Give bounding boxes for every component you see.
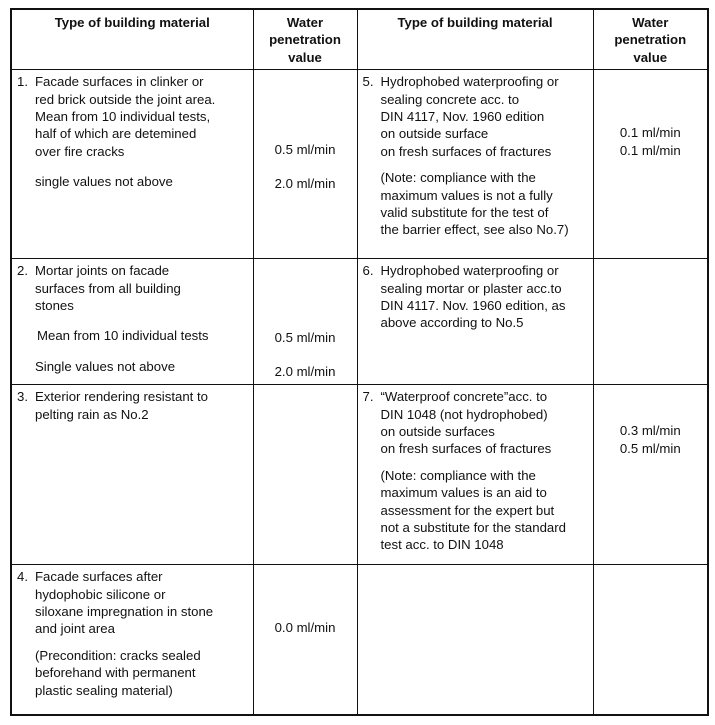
value-cell-5: 0.1 ml/min 0.1 ml/min [593,70,708,259]
value-cell-2: 0.5 ml/min 2.0 ml/min [253,259,357,385]
header-value-left: Water penetration value [253,9,357,70]
value-cell-empty [593,565,708,715]
header-material-left: Type of building material [11,9,253,70]
table-header-row [11,9,708,70]
material-cell-2: 2. Mortar joints on facade surfaces from all building stones Mean from 10 individual tests Single values not above [11,259,253,385]
table-row [11,70,708,259]
header-material-right: Type of building material [357,9,593,70]
value-cell-7: 0.3 ml/min 0.5 ml/min [593,385,708,565]
table-row [11,259,708,385]
value-cell-6 [593,259,708,385]
header-value-right: Water penetration value [593,9,708,70]
value-cell-3 [253,385,357,565]
material-cell-empty [357,565,593,715]
table-row [11,385,708,565]
material-cell-5: 5. Hydrophobed waterproofing or sealing concrete acc. to DIN 4117, Nov. 1960 edition on outside surface on fresh surfaces of fractures (Note: compliance with the maximum values is not a fully valid substitute for the test of the barrier effect, see also No.7) [357,70,593,259]
table-row [11,565,708,715]
value-cell-4: 0.0 ml/min [253,565,357,715]
material-cell-7: 7. “Waterproof concrete”acc. to DIN 1048 (not hydrophobed) on outside surfaces on fresh surfaces of fractures (Note: compliance with the maximum values is an aid to assessment for the expert but not a substitute for the standard test acc. to DIN 1048 [357,385,593,565]
material-cell-6: 6. Hydrophobed waterproofing or sealing mortar or plaster acc.to DIN 4117. Nov. 1960 edition, as above according to No.5 [357,259,593,385]
material-cell-3: 3. Exterior rendering resistant to pelting rain as No.2 [11,385,253,565]
water-penetration-table [10,8,709,716]
material-cell-1: 1. Facade surfaces in clinker or red brick outside the joint area. Mean from 10 individual tests, half of which are detemined over fire cracks single values not above [11,70,253,259]
value-cell-1: 0.5 ml/min 2.0 ml/min [253,70,357,259]
material-cell-4: 4. Facade surfaces after hydophobic silicone or siloxane impregnation in stone and joint area (Precondition: cracks sealed beforehand with permanent plastic sealing material) [11,565,253,715]
